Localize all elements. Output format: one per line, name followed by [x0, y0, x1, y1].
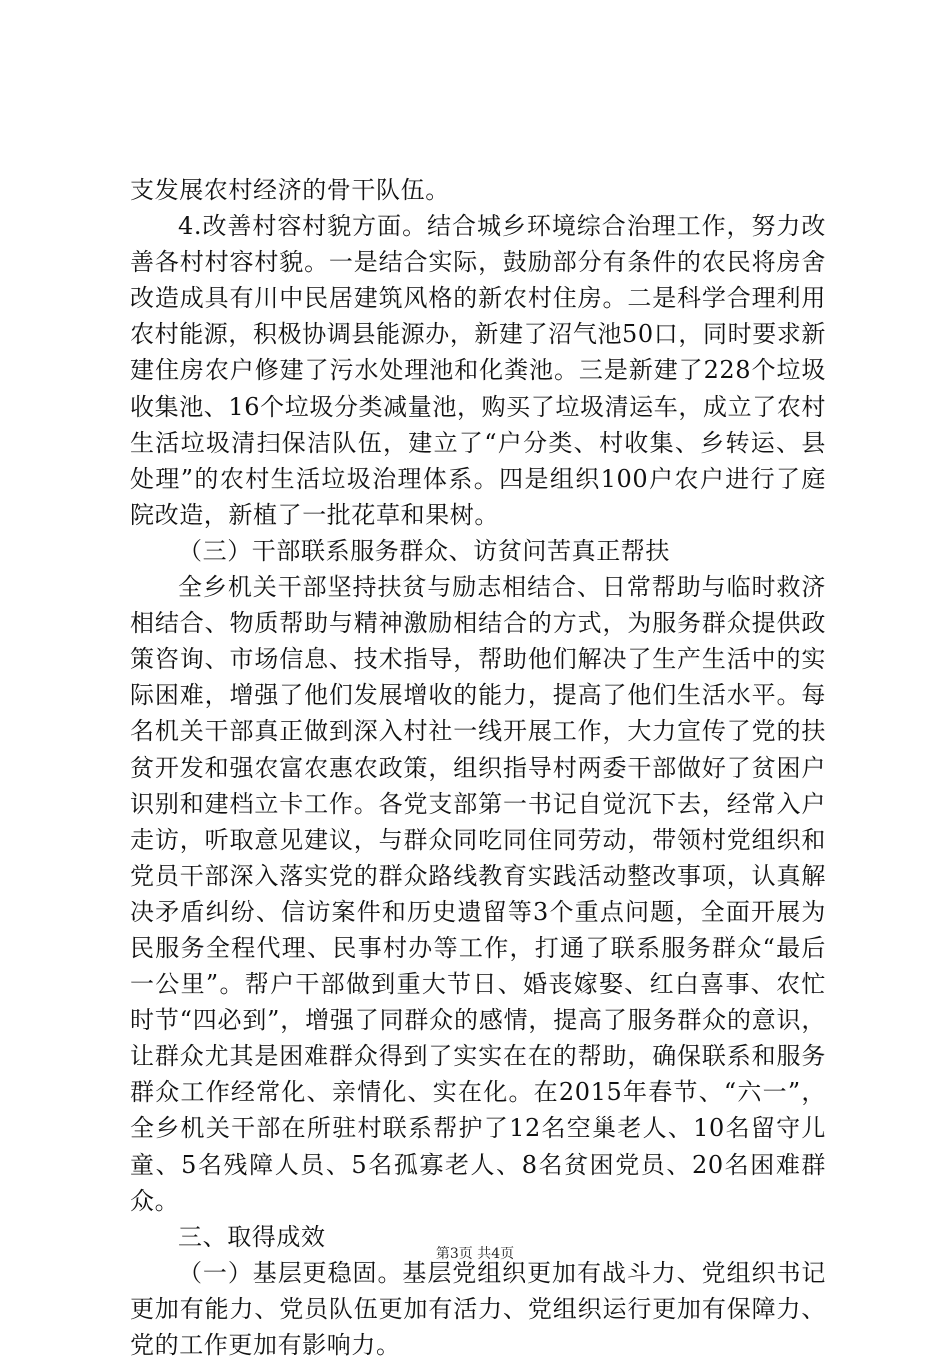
paragraph-cadre-service: 全乡机关干部坚持扶贫与励志相结合、日常帮助与临时救济相结合、物质帮助与精神激励相结合的方式，为服务群众提供政策咨询、市场信息、技术指导，帮助他们解决了生产生活中的实际困难，增强了他们发展增收的能力，提高了他们生活水平。每名机关干部真正做到深入村社一线开展工作，大力宣传了党的扶贫开发和强农富农惠农政策，组织指导村两委干部做好了贫困户识别和建档立卡工作。各党支部第一书记自觉沉下去，经常入户走访，听取意见建议，与群众同吃同住同劳动，带领村党组织和党员干部深入落实党的群众路线教育实践活动整改事项，认真解决矛盾纠纷、信访案件和历史遗留等3个重点问题，全面开展为民服务全程代理、民事村办等工作，打通了联系服务群众“最后一公里”。帮户干部做到重大节日、婚丧嫁娶、红白喜事、农忙时节“四必到”，增强了同群众的感情，提高了服务群众的意识，让群众尤其是困难群众得到了实实在在的帮助，确保联系和服务群众工作经常化、亲情化、实在化。在2015年春节、“六一”，全乡机关干部在所驻村联系帮护了12名空巢老人、10名留守儿童、5名残障人员、5名孤寡老人、8名贫困党员、20名困难群众。	[130, 573, 826, 1215]
paragraph-continuation: 支发展农村经济的骨干队伍。	[130, 176, 450, 204]
document-body	[130, 172, 826, 1363]
paragraph-grassroots-stable: （一）基层更稳固。基层党组织更加有战斗力、党组织书记更加有能力、党员队伍更加有活力、党组织运行更加有保障力、党的工作更加有影响力。	[130, 1258, 826, 1359]
page-footer	[0, 1244, 950, 1264]
paragraph-village-appearance: 4.改善村容村貌方面。结合城乡环境综合治理工作，努力改善各村村容村貌。一是结合实际，鼓励部分有条件的农民将房舍改造成具有川中民居建筑风格的新农村住房。二是科学合理利用农村能源，积极协调县能源办，新建了沼气池50口，同时要求新建住房农户修建了污水处理池和化粪池。三是新建了228个垃圾收集池、16个垃圾分类减量池，购买了垃圾清运车，成立了农村生活垃圾清扫保洁队伍，建立了“户分类、村收集、乡转运、县处理”的农村生活垃圾治理体系。四是组织100户农户进行了庭院改造，新植了一批花草和果树。	[130, 212, 826, 529]
section-heading-cadre-contact: （三）干部联系服务群众、访贫问苦真正帮扶	[178, 536, 670, 565]
page-number-label: 第3页 共4页	[435, 1246, 515, 1262]
section-heading-results: 三、取得成效	[178, 1222, 326, 1251]
